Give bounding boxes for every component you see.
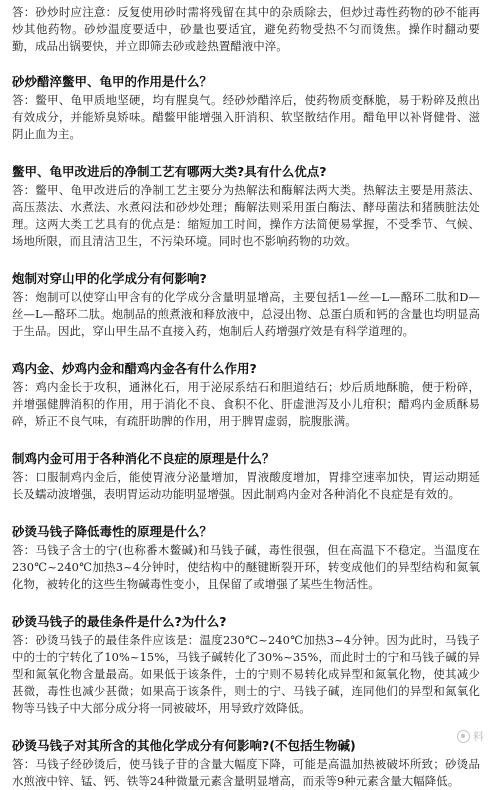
answer-text: 答：砂烫马钱子的最佳条件应该是：温度230℃~240℃加热3~4分钟。因为此时，马钱子中的士的宁转化了10%~15%，马钱子碱转化了30%~35%，而此时士的宁和马钱子碱的异型和氮氧化物含量最高。如果低于该条件，士的宁则不易转化成异型和氮氧化物，使其减少甚微，毒性也减少甚微；如果高于该条件，则士的宁、马钱子碱，连同他们的异型和氮氧化物等马钱子中大部分成分将一同被破坏，用导致疗效降低。 xyxy=(12,633,480,715)
question-heading: 炮制对穿山甲的化学成分有何影响? xyxy=(12,271,207,286)
answer-text: 答：马钱子含士的宁(也称番木鳖碱)和马钱子碱，毒性很强，但在高温下不稳定。当温度在230℃~240℃加热3~4分钟时，使结构中的醚键断裂开环，转变成他们的异型结构和氮氧化物，被转化的这些生物碱毒性变小，且保留了或增强了某些生物活性。 xyxy=(12,543,480,591)
answer-text: 答：口服制鸡内金后，能使胃液分泌量增加，胃液酸度增加，胃排空速率加快，胃运动期延长及蠕动波增强，表明胃运动功能明显增强。因此制鸡内金对各种消化不良症是有效的。 xyxy=(12,470,480,501)
answer-text: 答：马钱子经砂烫后，使马钱子苷的含量大幅度下降，可能是高温加热被破坏所致；砂烫品水煎液中锌、锰、钙、铁等24种微量元素含量明显增高，而汞等9种元素含量大幅降低。 xyxy=(12,757,480,788)
question-heading: 鳖甲、龟甲改进后的净制工艺有哪两大类?具有什么优点? xyxy=(12,164,327,179)
answer-text: 答：砂炒时应注意：反复使用砂时需将残留在其中的杂质除去，但炒过毒性药物的砂不能再炒其他药物。砂炒温度要适中，砂量也要适宜，避免药物受热不匀而烫焦。操作时翻动要勤，成品出锅要快，并立即筛去砂或趁热置醋液中淬。 xyxy=(12,5,480,53)
watermark-text: 料 xyxy=(473,730,484,743)
qa-section-9 xyxy=(12,737,480,790)
question-heading: 砂炒醋淬鳖甲、龟甲的作用是什么？ xyxy=(12,74,213,89)
qa-section-2 xyxy=(12,73,480,143)
question-heading: 鸡内金、炒鸡内金和醋鸡内金各有什么作用? xyxy=(12,361,257,376)
answer-text: 答：鳖甲、龟甲质地坚硬，均有腥臭气。经砂炒醋淬后，使药物质变酥脆，易于粉碎及煎出有效成分，并能矫臭矫味。醋鳖甲能增强入肝消积、软坚散结作用。醋龟甲以补肾健骨、滋阴止血为主。 xyxy=(12,93,480,141)
qa-section-5 xyxy=(12,360,480,430)
qa-section-1 xyxy=(12,4,480,55)
question-heading: 制鸡内金可用于各种消化不良症的原理是什么？ xyxy=(12,451,275,466)
qa-section-4 xyxy=(12,270,480,340)
question-heading: 砂烫马钱子的最佳条件是什么?为什么? xyxy=(12,614,227,629)
document-body xyxy=(12,4,480,790)
answer-text: 答：炮制可以使穿山甲含有的化学成分含量明显增高，主要包括1—丝—L—酪环二肽和D—丝—L—酪环二肽。炮制品的煎煮液和释放液中，总浸出物、总蛋白质和钙的含量也均明显高于生品。因此，穿山甲生品不直接入药，炮制后人药增强疗效是有科学道理的。 xyxy=(12,290,480,338)
qa-section-7 xyxy=(12,523,480,593)
qa-section-6 xyxy=(12,450,480,503)
answer-text: 答：鸡内金长于攻积，通淋化石，用于泌尿系结石和胆道结石；炒后质地酥脆，便于粉碎，并增强健脾消积的作用，用于消化不良、食积不化、肝虚泄泻及小儿疳积；醋鸡内金质酥易碎，矫正不良气味，有疏肝助脾的作用，用于脾胃虚弱，脘腹胀满。 xyxy=(12,380,480,428)
question-heading: 砂烫马钱子对其所含的其他化学成分有何影响?(不包括生物碱) xyxy=(12,738,356,753)
qa-section-3 xyxy=(12,163,480,250)
watermark xyxy=(457,728,484,744)
question-heading: 砂烫马钱子降低毒性的原理是什么？ xyxy=(12,524,213,539)
qa-section-8 xyxy=(12,613,480,717)
watermark-logo-icon xyxy=(457,730,470,743)
answer-text: 答：鳖甲、龟甲改进后的净制工艺主要分为热解法和酶解法两大类。热解法主要是用蒸法、高压蒸法、水煮法、水煮闷法和砂炒处理；酶解法则采用蛋白酶法、酵母菌法和猪胰脏法处理。这两大类工艺具有的优点是：缩短加工时间，操作方法简便易掌握，不受季节、气候、场地所限，而且清洁卫生，不污染环境。同时也不影响药物的功效。 xyxy=(12,183,480,248)
